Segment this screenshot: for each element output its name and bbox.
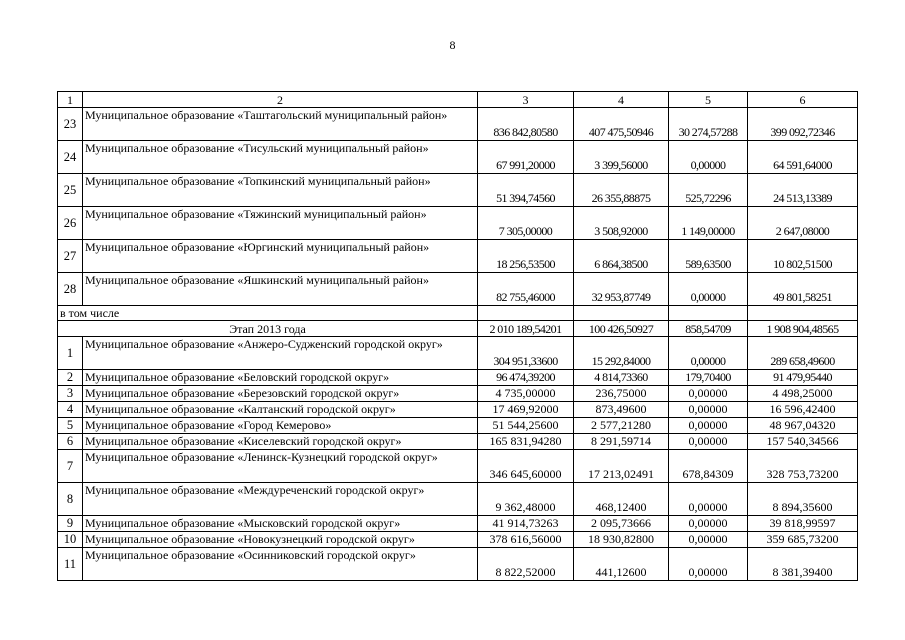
table-row <box>58 174 858 207</box>
amount-col-3: 165 831,94280 <box>478 434 574 450</box>
table-row <box>58 434 858 450</box>
amount-col-6: 48 967,04320 <box>748 418 858 434</box>
row-number: 24 <box>58 141 83 174</box>
amount-col-5: 1 149,00000 <box>669 207 748 240</box>
table-row <box>58 418 858 434</box>
row-number: 5 <box>58 418 83 434</box>
row-number: 7 <box>58 450 83 483</box>
municipality-name: Муниципальное образование «Яшкинский муниципальный район» <box>83 273 478 306</box>
municipality-name: Муниципальное образование «Междуреченский городской округ» <box>83 483 478 516</box>
row-number: 3 <box>58 386 83 402</box>
amount-col-5: 179,70400 <box>669 370 748 386</box>
municipality-name: Муниципальное образование «Калтанский городской округ» <box>83 402 478 418</box>
table-row <box>58 273 858 306</box>
row-number: 1 <box>58 337 83 370</box>
amount-col-5: 0,00000 <box>669 273 748 306</box>
table-row <box>58 532 858 548</box>
table-row <box>58 108 858 141</box>
municipality-name: Муниципальное образование «Березовский городской округ» <box>83 386 478 402</box>
amount-col-4: 468,12400 <box>574 483 669 516</box>
row-number: 9 <box>58 516 83 532</box>
table-row <box>58 402 858 418</box>
municipality-name: Муниципальное образование «Тисульский муниципальный район» <box>83 141 478 174</box>
amount-col-4: 441,12600 <box>574 548 669 581</box>
amount-col-6: 91 479,95440 <box>748 370 858 386</box>
amount-col-6: 8 894,35600 <box>748 483 858 516</box>
amount-col-6: 328 753,73200 <box>748 450 858 483</box>
amount-col-3: 836 842,80580 <box>478 108 574 141</box>
table-row <box>58 141 858 174</box>
municipality-name: Муниципальное образование «Город Кемерово» <box>83 418 478 434</box>
table-row <box>58 240 858 273</box>
amount-col-4: 15 292,84000 <box>574 337 669 370</box>
amount-col-6: 289 658,49600 <box>748 337 858 370</box>
table-row <box>58 516 858 532</box>
amount-col-5: 0,00000 <box>669 532 748 548</box>
amount-col-3: 51 394,74560 <box>478 174 574 207</box>
table-row <box>58 207 858 240</box>
municipality-name: Муниципальное образование «Ленинск-Кузнецкий городской округ» <box>83 450 478 483</box>
amount-col-4: 3 508,92000 <box>574 207 669 240</box>
municipality-name: Муниципальное образование «Киселевский городской округ» <box>83 434 478 450</box>
amount-col-5: 0,00000 <box>669 337 748 370</box>
amount-col-3: 96 474,39200 <box>478 370 574 386</box>
amount-col-6: 8 381,39400 <box>748 548 858 581</box>
stage-label: Этап 2013 года <box>58 321 478 337</box>
subheading-row <box>58 306 858 321</box>
column-header: 3 <box>478 92 574 108</box>
amount-col-3: 378 616,56000 <box>478 532 574 548</box>
amount-col-4: 4 814,73360 <box>574 370 669 386</box>
amount-col-6: 16 596,42400 <box>748 402 858 418</box>
stage-amount-col-3: 2 010 189,54201 <box>478 321 574 337</box>
column-header: 1 <box>58 92 83 108</box>
amount-col-5: 0,00000 <box>669 141 748 174</box>
empty-cell <box>748 306 858 321</box>
amount-col-5: 525,72296 <box>669 174 748 207</box>
stage-amount-col-6: 1 908 904,48565 <box>748 321 858 337</box>
amount-col-4: 2 095,73666 <box>574 516 669 532</box>
amount-col-6: 4 498,25000 <box>748 386 858 402</box>
empty-cell <box>669 306 748 321</box>
municipality-name: Муниципальное образование «Юргинский муниципальный район» <box>83 240 478 273</box>
amount-col-3: 8 822,52000 <box>478 548 574 581</box>
amount-col-3: 4 735,00000 <box>478 386 574 402</box>
column-header: 5 <box>669 92 748 108</box>
amount-col-4: 6 864,38500 <box>574 240 669 273</box>
stage-amount-col-5: 858,54709 <box>669 321 748 337</box>
subheading-text: в том числе <box>58 306 478 321</box>
municipality-name: Муниципальное образование «Анжеро-Судженский городской округ» <box>83 337 478 370</box>
row-number: 6 <box>58 434 83 450</box>
row-number: 10 <box>58 532 83 548</box>
row-number: 8 <box>58 483 83 516</box>
amount-col-3: 51 544,25600 <box>478 418 574 434</box>
page-number: 8 <box>449 38 456 52</box>
amount-col-5: 0,00000 <box>669 548 748 581</box>
row-number: 26 <box>58 207 83 240</box>
amount-col-4: 32 953,87749 <box>574 273 669 306</box>
municipality-name: Муниципальное образование «Новокузнецкий городской округ» <box>83 532 478 548</box>
amount-col-5: 30 274,57288 <box>669 108 748 141</box>
row-number: 2 <box>58 370 83 386</box>
row-number: 25 <box>58 174 83 207</box>
municipality-name: Муниципальное образование «Таштагольский муниципальный район» <box>83 108 478 141</box>
amount-col-6: 24 513,13389 <box>748 174 858 207</box>
table-row <box>58 483 858 516</box>
municipality-name: Муниципальное образование «Тяжинский муниципальный район» <box>83 207 478 240</box>
municipality-name: Муниципальное образование «Топкинский муниципальный район» <box>83 174 478 207</box>
amount-col-4: 2 577,21280 <box>574 418 669 434</box>
amount-col-6: 359 685,73200 <box>748 532 858 548</box>
amount-col-6: 64 591,64000 <box>748 141 858 174</box>
amount-col-5: 0,00000 <box>669 418 748 434</box>
amount-col-6: 39 818,99597 <box>748 516 858 532</box>
amount-col-4: 407 475,50946 <box>574 108 669 141</box>
amount-col-4: 3 399,56000 <box>574 141 669 174</box>
amount-col-5: 678,84309 <box>669 450 748 483</box>
amount-col-3: 9 362,48000 <box>478 483 574 516</box>
amount-col-3: 17 469,92000 <box>478 402 574 418</box>
amount-col-3: 41 914,73263 <box>478 516 574 532</box>
stage-total-row <box>58 321 858 337</box>
municipality-name: Муниципальное образование «Осинниковский городской округ» <box>83 548 478 581</box>
amount-col-5: 0,00000 <box>669 516 748 532</box>
row-number: 11 <box>58 548 83 581</box>
amount-col-4: 236,75000 <box>574 386 669 402</box>
amount-col-3: 304 951,33600 <box>478 337 574 370</box>
amount-col-6: 2 647,08000 <box>748 207 858 240</box>
table-row <box>58 450 858 483</box>
column-number-row <box>58 92 858 108</box>
municipality-name: Муниципальное образование «Мысковский городской округ» <box>83 516 478 532</box>
amount-col-3: 82 755,46000 <box>478 273 574 306</box>
table-body <box>58 92 858 581</box>
amount-col-4: 17 213,02491 <box>574 450 669 483</box>
amount-col-3: 346 645,60000 <box>478 450 574 483</box>
amount-col-6: 10 802,51500 <box>748 240 858 273</box>
table-row <box>58 370 858 386</box>
amount-col-4: 26 355,88875 <box>574 174 669 207</box>
amount-col-5: 589,63500 <box>669 240 748 273</box>
amount-col-4: 873,49600 <box>574 402 669 418</box>
amount-col-5: 0,00000 <box>669 434 748 450</box>
data-table <box>57 91 858 581</box>
empty-cell <box>478 306 574 321</box>
amount-col-3: 7 305,00000 <box>478 207 574 240</box>
table-row <box>58 337 858 370</box>
column-header: 4 <box>574 92 669 108</box>
amount-col-5: 0,00000 <box>669 402 748 418</box>
amount-col-3: 67 991,20000 <box>478 141 574 174</box>
amount-col-6: 49 801,58251 <box>748 273 858 306</box>
amount-col-4: 18 930,82800 <box>574 532 669 548</box>
amount-col-5: 0,00000 <box>669 386 748 402</box>
row-number: 27 <box>58 240 83 273</box>
table-row <box>58 548 858 581</box>
empty-cell <box>574 306 669 321</box>
municipality-name: Муниципальное образование «Беловский городской округ» <box>83 370 478 386</box>
row-number: 28 <box>58 273 83 306</box>
amount-col-3: 18 256,53500 <box>478 240 574 273</box>
amount-col-6: 157 540,34566 <box>748 434 858 450</box>
amount-col-5: 0,00000 <box>669 483 748 516</box>
row-number: 4 <box>58 402 83 418</box>
row-number: 23 <box>58 108 83 141</box>
table-row <box>58 386 858 402</box>
amount-col-4: 8 291,59714 <box>574 434 669 450</box>
column-header: 2 <box>83 92 478 108</box>
amount-col-6: 399 092,72346 <box>748 108 858 141</box>
column-header: 6 <box>748 92 858 108</box>
stage-amount-col-4: 100 426,50927 <box>574 321 669 337</box>
